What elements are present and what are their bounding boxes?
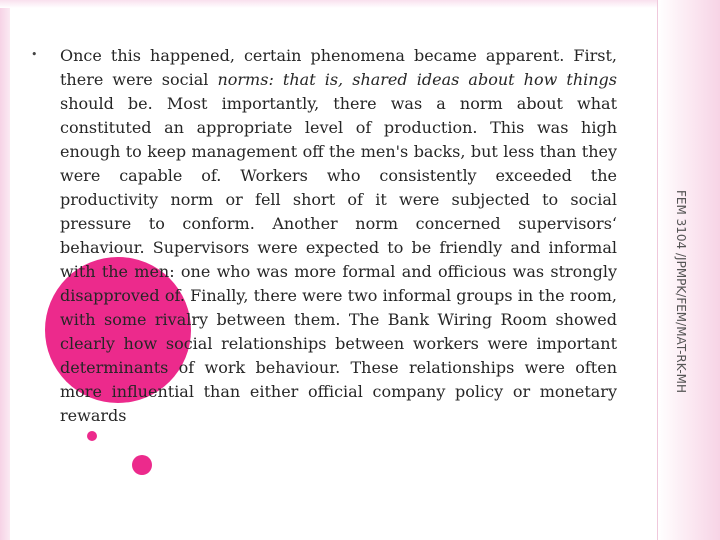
paragraph-text-part3: should be. Most importantly, there was a norm about what constituted an appropriate level of production. This was high enough to keep management off the men's backs, but less than they were capable of. Workers who consistently exceeded the productivity norm or fell short of it were subjected to social pressure to conform. Another norm concerned supervisors‘ behaviour. Supervisors were expected to be friendly and informal with the men: one who was more formal and officious was strongly disapproved of. Finally, there were two informal groups in the room, with some rivalry between them. The Bank Wiring Room showed clearly how social relationships between workers were important determinants of work behaviour. These relationships were often more influential than either official company policy or monetary rewards [60,94,617,425]
small-pink-dot-top [87,431,97,441]
paragraph-text-part1: Once this happened, certain phenomena became apparent. First, there were social [60,46,617,89]
bullet-icon: • [31,48,38,61]
paragraph-italic-norms: norms: that is, shared ideas about how things [217,70,617,89]
vertical-footer-text: FEM 3104 /JPMPK/FEM/MAT-RK-MH [674,190,688,394]
medium-pink-dot [132,455,152,475]
body-paragraph [60,44,617,428]
